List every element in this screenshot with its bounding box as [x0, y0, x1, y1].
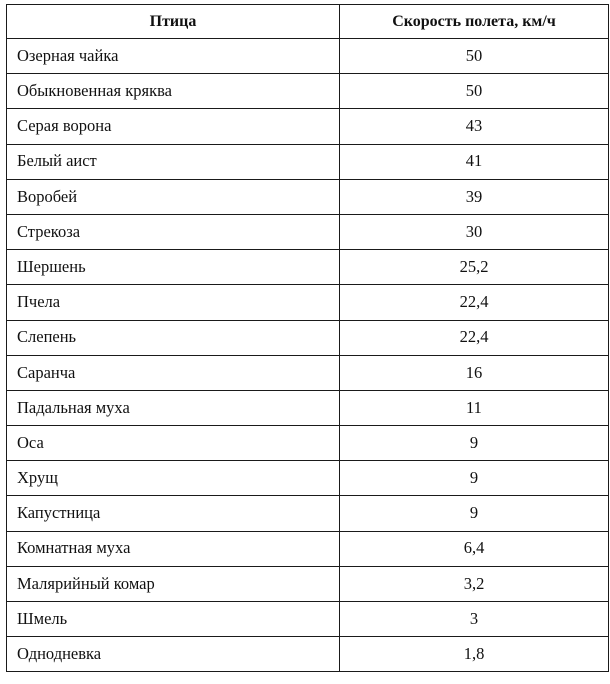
speed-value-cell: 3,2	[340, 566, 609, 601]
header-bird: Птица	[7, 5, 340, 39]
table-row	[7, 39, 609, 74]
speed-value-cell: 25,2	[340, 250, 609, 285]
speed-value-cell: 16	[340, 355, 609, 390]
bird-name-cell: Шмель	[7, 602, 340, 637]
bird-name-cell: Воробей	[7, 179, 340, 214]
header-speed: Скорость полета, км/ч	[340, 5, 609, 39]
bird-name-cell: Озерная чайка	[7, 39, 340, 74]
speed-value-cell: 11	[340, 390, 609, 425]
table-row	[7, 602, 609, 637]
speed-value-cell: 22,4	[340, 320, 609, 355]
table-row	[7, 426, 609, 461]
flight-speed-table	[6, 4, 609, 672]
table-row	[7, 109, 609, 144]
speed-value-cell: 22,4	[340, 285, 609, 320]
bird-name-cell: Саранча	[7, 355, 340, 390]
table-row	[7, 285, 609, 320]
table-row	[7, 355, 609, 390]
table-row	[7, 214, 609, 249]
table-row	[7, 250, 609, 285]
table-row	[7, 531, 609, 566]
bird-name-cell: Капустница	[7, 496, 340, 531]
speed-value-cell: 3	[340, 602, 609, 637]
speed-value-cell: 50	[340, 39, 609, 74]
table-row	[7, 390, 609, 425]
bird-name-cell: Слепень	[7, 320, 340, 355]
table-row	[7, 179, 609, 214]
bird-name-cell: Падальная муха	[7, 390, 340, 425]
speed-value-cell: 50	[340, 74, 609, 109]
bird-name-cell: Серая ворона	[7, 109, 340, 144]
bird-name-cell: Комнатная муха	[7, 531, 340, 566]
speed-value-cell: 39	[340, 179, 609, 214]
bird-name-cell: Однодневка	[7, 637, 340, 672]
speed-value-cell: 9	[340, 461, 609, 496]
speed-value-cell: 9	[340, 496, 609, 531]
speed-value-cell: 41	[340, 144, 609, 179]
speed-value-cell: 9	[340, 426, 609, 461]
speed-value-cell: 6,4	[340, 531, 609, 566]
bird-name-cell: Обыкновенная кряква	[7, 74, 340, 109]
table-row	[7, 144, 609, 179]
bird-name-cell: Хрущ	[7, 461, 340, 496]
speed-value-cell: 1,8	[340, 637, 609, 672]
table-body	[7, 39, 609, 672]
bird-name-cell: Оса	[7, 426, 340, 461]
speed-value-cell: 30	[340, 214, 609, 249]
table-row	[7, 566, 609, 601]
table-row	[7, 320, 609, 355]
bird-name-cell: Пчела	[7, 285, 340, 320]
speed-value-cell: 43	[340, 109, 609, 144]
bird-name-cell: Белый аист	[7, 144, 340, 179]
table-row	[7, 637, 609, 672]
table-header	[7, 5, 609, 39]
bird-name-cell: Малярийный комар	[7, 566, 340, 601]
bird-name-cell: Шершень	[7, 250, 340, 285]
table-row	[7, 74, 609, 109]
bird-name-cell: Стрекоза	[7, 214, 340, 249]
header-row	[7, 5, 609, 39]
table-row	[7, 496, 609, 531]
table-row	[7, 461, 609, 496]
